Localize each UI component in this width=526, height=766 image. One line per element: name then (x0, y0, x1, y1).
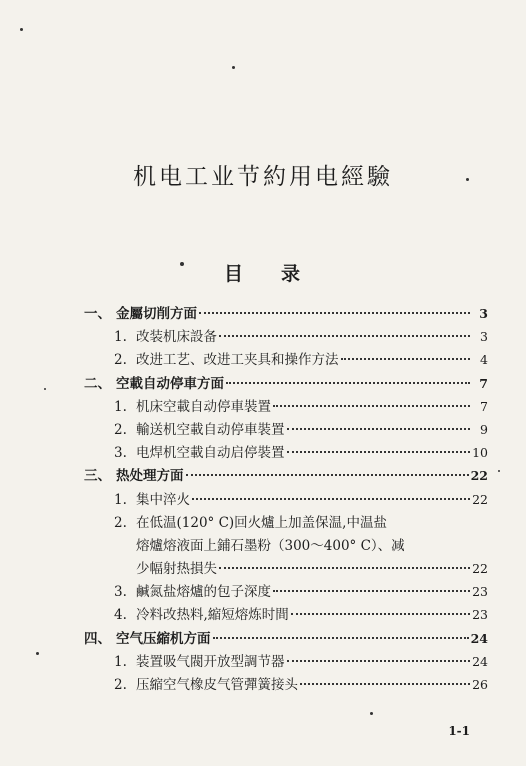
toc-entry-number: 4. (114, 607, 127, 624)
toc-entry-number: 2. (114, 677, 127, 693)
dot-leader (273, 405, 470, 407)
dot-leader (226, 382, 470, 384)
dot-leader (213, 637, 469, 639)
toc-entry-title: 电焊机空載自动启停裝置 (136, 445, 285, 462)
toc-entry[interactable] (84, 650, 488, 673)
toc-entry-continuation (84, 534, 488, 557)
toc-entry-number: 二、 (84, 375, 111, 392)
dot-leader (219, 567, 470, 569)
toc-entry-title: 熔爐熔液面上鋪石墨粉（300～400° C）、减 (136, 537, 405, 554)
toc-entry[interactable] (84, 627, 488, 650)
dot-leader (341, 358, 471, 360)
toc-entry-page: 24 (470, 630, 488, 646)
toc-entry-title: 热处理方面 (116, 468, 184, 485)
toc-entry-page: 22 (472, 561, 488, 577)
toc-entry-page: 24 (472, 653, 488, 669)
toc-entry-page: 9 (480, 421, 488, 437)
toc-entry[interactable] (84, 348, 488, 371)
dot-leader (192, 498, 470, 500)
toc-entry-title: 鹹氮盐熔爐的包子深度 (136, 584, 271, 601)
toc-entry[interactable] (84, 511, 488, 534)
toc-entry-number: 一、 (84, 306, 111, 322)
scan-speck (498, 470, 500, 472)
dot-leader (287, 451, 471, 453)
toc-entry-title: 少幅射热損失 (136, 561, 217, 578)
dot-leader (300, 683, 470, 685)
toc-entry-page: 22 (470, 468, 488, 484)
toc-entry-title: 在低温(120° C)回火爐上加盖保温,中温盐 (136, 514, 387, 531)
toc-entry[interactable] (84, 441, 488, 464)
dot-leader (291, 613, 470, 615)
toc-entry-page: 3 (479, 306, 488, 321)
dot-leader (287, 660, 471, 662)
dot-leader (186, 474, 469, 476)
toc-entry-number: 3. (114, 445, 127, 462)
toc-entry-page: 7 (480, 398, 488, 414)
toc-entry-number: 2. (114, 352, 127, 369)
dot-leader (273, 590, 470, 592)
toc-entry-page: 10 (472, 445, 488, 461)
toc-entry[interactable] (84, 395, 488, 418)
toc-entry-title: 空載自动停車方面 (116, 375, 224, 392)
table-of-contents (84, 302, 488, 696)
dot-leader (199, 312, 470, 314)
toc-entry[interactable] (84, 464, 488, 487)
toc-entry-number: 3. (114, 584, 127, 601)
toc-entry-page: 4 (480, 352, 488, 368)
toc-entry-page: 22 (472, 491, 488, 507)
toc-entry-title: 机床空載自动停車裝置 (136, 398, 271, 415)
toc-entry-title: 冷料改热料,縮短熔炼时間 (136, 607, 289, 624)
toc-entry[interactable] (84, 302, 488, 325)
toc-entry-title: 輸送机空載自动停車裝置 (136, 421, 285, 438)
toc-entry[interactable] (84, 580, 488, 603)
toc-entry-title: 改进工艺、改进工夹具和操作方法 (136, 352, 339, 369)
scan-speck (36, 652, 39, 655)
toc-entry[interactable] (84, 603, 488, 626)
toc-entry-title: 空气压縮机方面 (116, 630, 211, 647)
toc-entry[interactable] (84, 325, 488, 348)
toc-entry-title: 装置吸气閥开放型調节器 (136, 653, 285, 670)
dot-leader (219, 335, 470, 337)
scan-speck (232, 66, 235, 69)
toc-entry-number: 三、 (84, 468, 111, 485)
scan-speck (44, 388, 46, 390)
toc-entry-page: 23 (472, 607, 488, 623)
scan-speck (370, 712, 373, 715)
toc-heading-right: 录 (281, 263, 303, 285)
toc-entry-page: 26 (472, 677, 488, 692)
scan-speck (20, 28, 23, 31)
toc-entry-page: 3 (480, 329, 488, 345)
toc-entry-number: 2. (114, 421, 127, 438)
toc-entry-number: 1. (114, 653, 127, 670)
toc-entry-number: 四、 (84, 630, 111, 647)
dot-leader (287, 428, 471, 430)
toc-entry-continuation[interactable] (84, 557, 488, 580)
toc-entry[interactable] (84, 372, 488, 395)
toc-entry-number: 1. (114, 329, 127, 346)
toc-entry[interactable] (84, 673, 488, 696)
toc-entry-number: 1. (114, 398, 127, 415)
document-title: 机电工业节約用电經驗 (133, 164, 393, 190)
toc-entry[interactable] (84, 488, 488, 511)
toc-entry-title: 金屬切削方面 (116, 306, 197, 322)
toc-entry[interactable] (84, 418, 488, 441)
toc-entry-number: 2. (114, 514, 127, 531)
toc-heading (0, 259, 526, 286)
toc-entry-title: 压縮空气橡皮气管彈簧接头 (136, 677, 298, 693)
toc-entry-page: 7 (479, 375, 488, 391)
toc-heading-left: 目 (223, 263, 245, 285)
toc-entry-page: 23 (472, 584, 488, 600)
toc-entry-title: 改装机床設备 (136, 329, 217, 346)
toc-entry-number: 1. (114, 491, 127, 508)
page-number-label: 1-1 (448, 724, 470, 738)
toc-entry-title: 集中淬火 (136, 491, 190, 508)
